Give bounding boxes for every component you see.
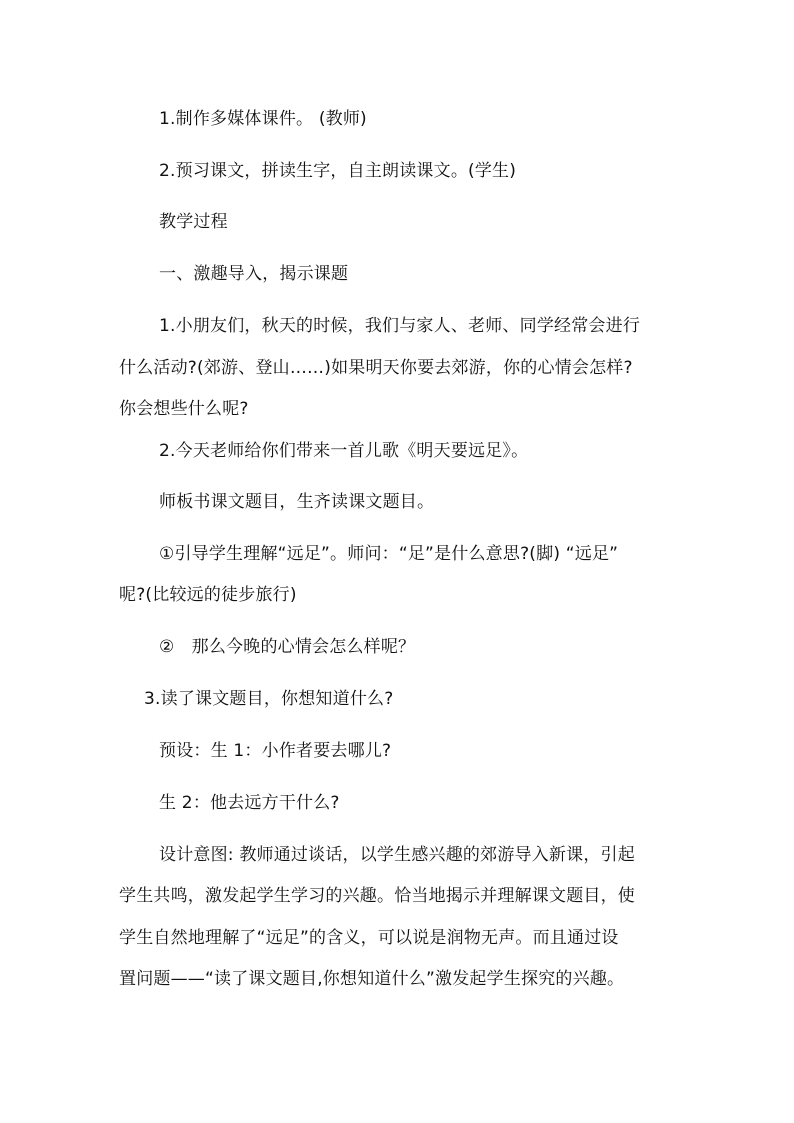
paragraph-line: 设计意图: 教师通过谈话，以学生感兴趣的郊游导入新课，引起 <box>159 845 635 865</box>
paragraph-line: 学生自然地理解了“远足”的含义，可以说是润物无声。而且通过设 <box>119 928 619 948</box>
paragraph-line: ①引导学生理解“远足”。师问：“足”是什么意思?(脚) “远足” <box>159 544 619 564</box>
paragraph-line: 置问题——“读了课文题目,你想知道什么”激发起学生探究的兴趣。 <box>119 969 625 989</box>
paragraph-line: 什么活动?(郊游、登山……)如果明天你要去郊游，你的心情会怎样? <box>119 358 633 378</box>
paragraph-line: 你会想些什么呢? <box>119 399 249 419</box>
paragraph-line: 学生共鸣，激发起学生学习的兴趣。恰当地揭示并理解课文题目，使 <box>119 886 635 906</box>
paragraph-line: 生 2：他去远方干什么? <box>159 793 340 813</box>
subsection-heading: 一、激趣导入，揭示课题 <box>159 264 349 284</box>
section-heading: 教学过程 <box>159 212 228 232</box>
paragraph-line: 1.小朋友们，秋天的时候，我们与家人、老师、同学经常会进行 <box>159 316 641 336</box>
paragraph-line: 2.今天老师给你们带来一首儿歌《明天要远足》。 <box>159 441 529 461</box>
paragraph-line: 3.读了课文题目，你想知道什么? <box>144 689 394 709</box>
prep-item-2: 2.预习课文，拼读生字，自主朗读课文。(学生) <box>159 161 517 181</box>
paragraph-line: 呢?(比较远的徒步旅行) <box>119 585 297 605</box>
prep-item-1: 1.制作多媒体课件。 (教师) <box>159 109 367 129</box>
paragraph-line: 预设：生 1：小作者要去哪儿? <box>159 741 392 761</box>
paragraph-line: 师板书课文题目，生齐读课文题目。 <box>159 492 435 512</box>
paragraph-line: ② 那么今晚的心情会怎么样呢？ <box>159 637 416 657</box>
